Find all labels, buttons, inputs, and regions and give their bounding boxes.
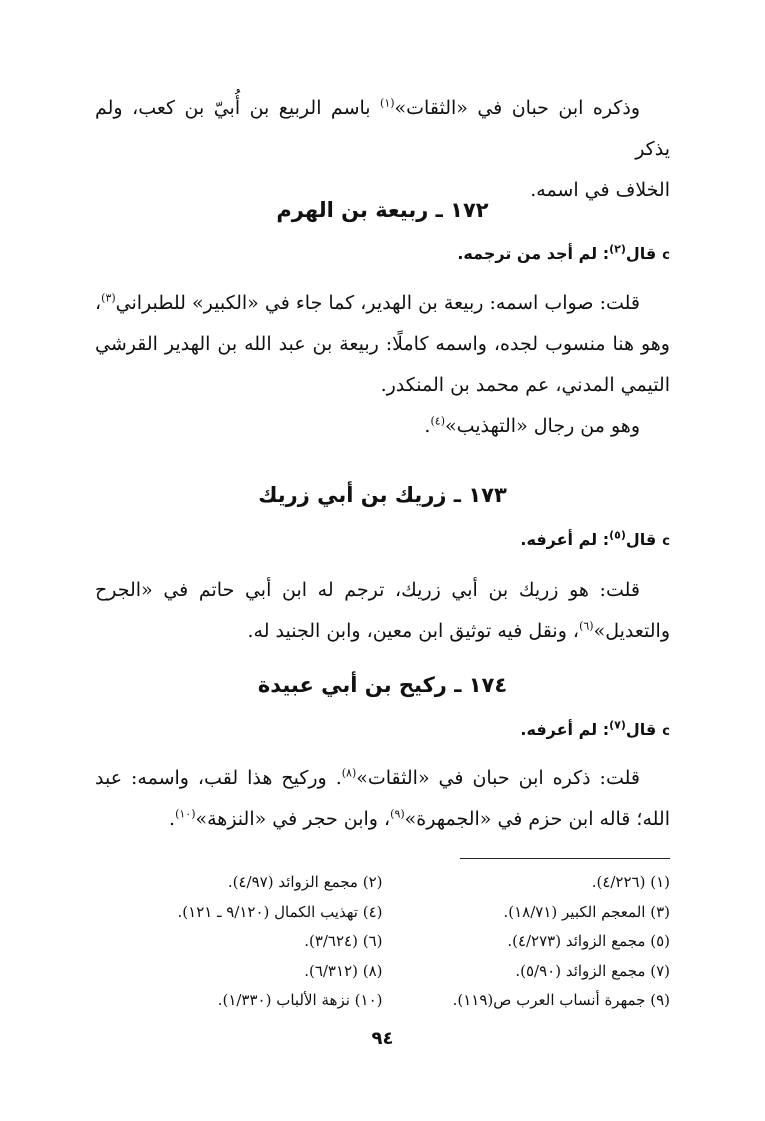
footnote-ref-5[interactable]: (٥) [609, 528, 626, 542]
footnote-ref-3[interactable]: (٣) [101, 291, 116, 305]
footnote-ref-2[interactable]: (٢) [609, 242, 626, 256]
footnote-row [95, 986, 670, 1016]
entry-172-text-b: ، وهو هنا منسوب لجده، واسمه كاملًا: ربيعة بن عبد الله بن الهدير القرشي التيمي المدني، عم محمد بن المنكدر. [95, 292, 670, 396]
entry-174-text-b: . وركيح هذا لقب، واسمه: عبد الله؛ قاله ابن حزم في «الجمهرة» [95, 767, 670, 830]
qal-word: قال [625, 720, 657, 739]
entry-174-text-c: ، وابن حجر في «النزهة» [195, 808, 391, 830]
entry-174-text-d: . [169, 808, 176, 830]
footnote-9: (٩) جمهرة أنساب العرب ص(١١٩). [452, 991, 670, 1009]
footnote-7: (٧) مجمع الزوائد (٥/٩٠). [515, 961, 670, 980]
footnote-1: (١) (٤/٢٢٦). [591, 873, 670, 891]
footnote-8: (٨) (٦/٣١٢). [304, 961, 383, 980]
footnote-ref-1[interactable]: (١) [380, 96, 395, 110]
entry-172-text-d: . [424, 415, 431, 437]
entry-172-qal [95, 244, 670, 263]
footnote-ref-4[interactable]: (٤) [430, 414, 445, 428]
page-number: ٩٤ [371, 1028, 394, 1049]
footnote-row [95, 957, 670, 987]
qal-text: : لم أعرفه. [520, 530, 610, 549]
footnote-3: (٣) المعجم الكبير (١٨/٧١). [503, 902, 670, 921]
footnote-ref-6[interactable]: (٦) [579, 619, 594, 633]
footnote-6: (٦) (٣/٦٢٤). [304, 932, 383, 950]
entry-173-text-a: قلت: هو زريك بن أبي زريك، ترجم له ابن أبي حاتم في «الجرح والتعديل» [95, 579, 670, 642]
intro-text-a: وذكره ابن حبان في «الثقات» [394, 97, 640, 119]
bullet-icon: c [662, 534, 670, 549]
footnote-10: (١٠) نزهة الألباب (١/٣٣٠). [217, 991, 383, 1009]
footnote-separator [460, 858, 670, 859]
bullet-icon: c [662, 248, 670, 263]
entry-173-qal [95, 530, 670, 549]
footnote-row [95, 898, 670, 928]
footnote-5: (٥) مجمع الزوائد (٤/٢٧٣). [507, 932, 670, 950]
intro-text-b: باسم الربيع بن أُبيّ بن كعب، ولم يذكر [95, 97, 670, 160]
entry-174-paragraph [95, 758, 670, 840]
bullet-icon: c [662, 724, 670, 739]
entry-172-text-a: قلت: صواب اسمه: ربيعة بن الهدير، كما جاء في «الكبير» للطبراني [115, 292, 640, 314]
entry-172-text-c: وهو من رجال «التهذيب» [444, 415, 640, 437]
entry-172-heading: ١٧٢ ـ ربيعة بن الهرم [276, 198, 489, 222]
entry-174-heading: ١٧٤ ـ ركيح بن أبي عبيدة [257, 673, 508, 697]
qal-text: : لم أجد من ترجمه. [457, 244, 610, 263]
footnote-ref-9[interactable]: (٩) [390, 807, 405, 821]
footnotes [95, 868, 670, 1016]
entry-173-paragraph [95, 570, 670, 652]
qal-text: : لم أعرفه. [520, 720, 610, 739]
footnote-4: (٤) تهذيب الكمال (٩/١٢٠ ـ ١٢١). [177, 902, 383, 921]
intro-text-c: الخلاف في اسمه. [530, 179, 670, 201]
footnote-ref-8[interactable]: (٨) [341, 766, 357, 780]
qal-word: قال [625, 530, 657, 549]
footnote-row [95, 868, 670, 898]
qal-word: قال [625, 244, 657, 263]
entry-174-qal [95, 720, 670, 739]
entry-173-text-b: ، ونقل فيه توثيق ابن معين، وابن الجنيد له. [247, 620, 580, 642]
entry-172-paragraph [95, 283, 670, 447]
footnote-2: (٢) مجمع الزوائد (٤/٩٧). [227, 873, 383, 891]
footnote-row [95, 927, 670, 957]
footnote-ref-7[interactable]: (٧) [609, 718, 626, 732]
intro-paragraph [95, 88, 670, 211]
entry-173-heading: ١٧٣ ـ زريك بن أبي زريك [258, 483, 507, 507]
entry-174-text-a: قلت: ذكره ابن حبان في «الثقات» [356, 767, 640, 789]
footnote-ref-10[interactable]: (١٠) [175, 807, 196, 821]
